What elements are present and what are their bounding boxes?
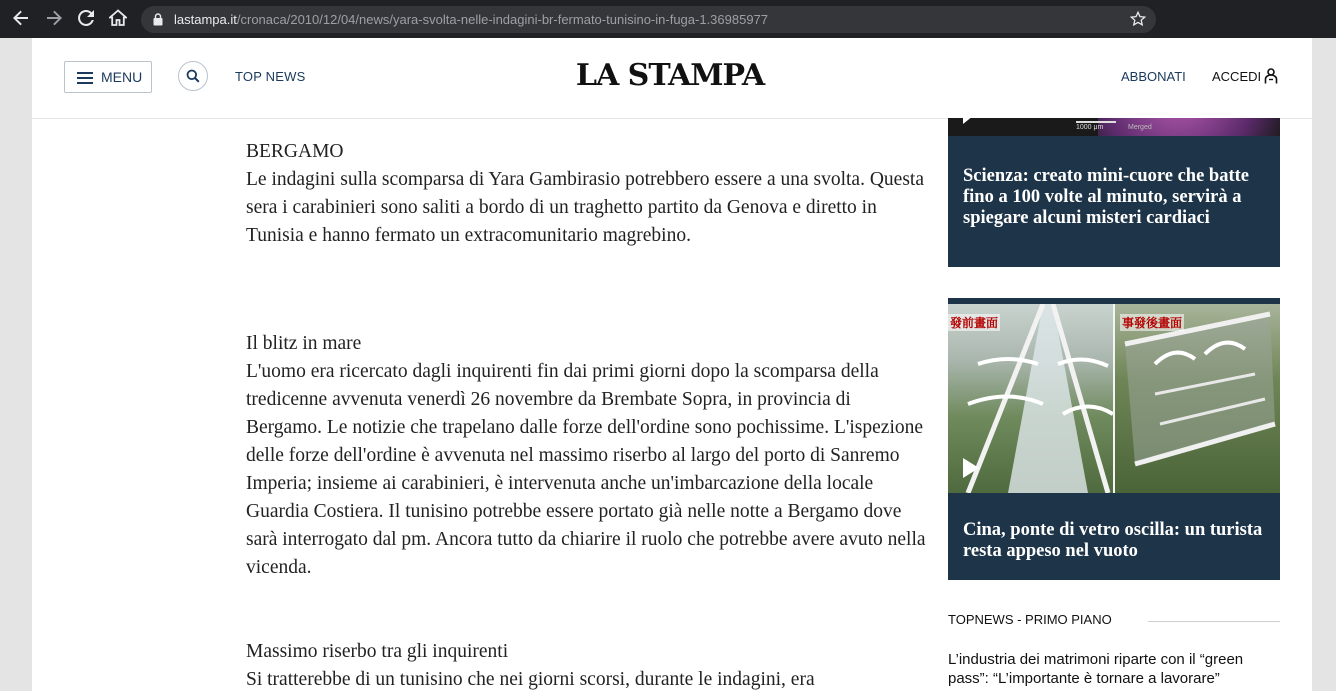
top-news-link[interactable]: TOP NEWS (235, 69, 306, 84)
article-paragraph (246, 330, 926, 582)
section-divider (1148, 621, 1280, 622)
article-paragraph (246, 138, 926, 250)
video-caption-left: 發前畫面 (950, 316, 999, 330)
menu-label: MENU (101, 69, 143, 85)
video-thumbnail[interactable] (948, 304, 1280, 493)
scale-label: 1000 μm (1076, 124, 1104, 131)
url-path: /cronaca/2010/12/04/news/yara-svolta-nelle-indagini-br-fermato-tunisino-in-fuga-1.36985977 (236, 12, 769, 27)
search-button[interactable] (178, 61, 208, 91)
browser-toolbar (0, 0, 1336, 38)
reload-icon[interactable] (74, 7, 98, 31)
lock-icon (153, 13, 163, 26)
news-list-item[interactable]: L’industria dei matrimoni riparte con il “green pass”: “L’importante è tornare a lavorare” (948, 651, 1244, 687)
paragraph-text: Si tratterebbe di un tunisino che nei giorni scorsi, durante le indagini, era (246, 669, 815, 690)
bridge-after-image (1115, 304, 1280, 493)
paragraph-text: L'uomo era ricercato dagli inquirenti fin dai primi giorni dopo la scomparsa della tredicenne avvenuta venerdì 26 novembre da Brembate Sopra, in provincia di Bergamo. Le notizie che trapelano dalle forze dell'ordine sono pochissime. L'ispezione delle forze dell'ordine è avvenuta nel massimo riserbo al largo del porto di Sanremo Imperia; insieme ai carabinieri, è intervenuta anche un'imbarcazione della locale Guardia Costiera. Il tunisino potrebbe essere portato già nelle notte a Bergamo dove sarà interrogato dal pm. Ancora tutto da chiarire il ruolo che potrebbe avere avuto nella vicenda. (246, 361, 926, 578)
paragraph-text: Le indagini sulla scomparsa di Yara Gambirasio potrebbero essere a una svolta. Questa sera i carabinieri sono saliti a bordo di un traghetto partito da Genova e diretto in Tunisia e hanno fermato un extracomunitario magrebino. (246, 169, 924, 246)
search-icon (186, 69, 200, 83)
paragraph-heading: Massimo riserbo tra gli inquirenti (246, 641, 509, 662)
user-icon[interactable] (1264, 68, 1278, 84)
paragraph-heading: Il blitz in mare (246, 333, 362, 354)
card-title[interactable]: Scienza: creato mini-cuore che batte fino a 100 volte al minuto, servirà a spiegare alcuni misteri cardiaci (963, 166, 1249, 228)
card-title[interactable]: Cina, ponte di vetro oscilla: un turista resta appeso nel vuoto (963, 520, 1263, 561)
site-header (32, 38, 1312, 119)
login-link[interactable]: ACCEDI (1212, 69, 1262, 84)
section-title: TOPNEWS - PRIMO PIANO (948, 612, 1112, 627)
home-icon[interactable] (106, 7, 130, 31)
article-thumbnail[interactable] (948, 118, 1280, 136)
article-paragraph (246, 638, 926, 691)
related-article-card[interactable] (948, 298, 1280, 580)
menu-button[interactable] (64, 61, 152, 93)
site-logo[interactable]: LA STAMPA (575, 58, 765, 93)
forward-icon[interactable] (42, 7, 66, 31)
hamburger-icon (77, 72, 93, 84)
back-icon[interactable] (9, 7, 33, 31)
bookmark-star-icon[interactable] (1130, 11, 1146, 27)
url-text[interactable] (174, 6, 768, 33)
paragraph-heading: BERGAMO (246, 141, 344, 162)
video-caption-right: 事發後畫面 (1122, 316, 1183, 330)
webpage (32, 38, 1312, 691)
address-bar[interactable] (141, 6, 1156, 33)
url-host: lastampa.it (174, 12, 237, 27)
related-article-card[interactable] (948, 118, 1280, 267)
play-icon[interactable] (963, 458, 979, 478)
merged-label: Merged (1128, 124, 1152, 131)
subscribe-link[interactable]: ABBONATI (1121, 69, 1186, 84)
play-icon[interactable] (963, 118, 973, 124)
